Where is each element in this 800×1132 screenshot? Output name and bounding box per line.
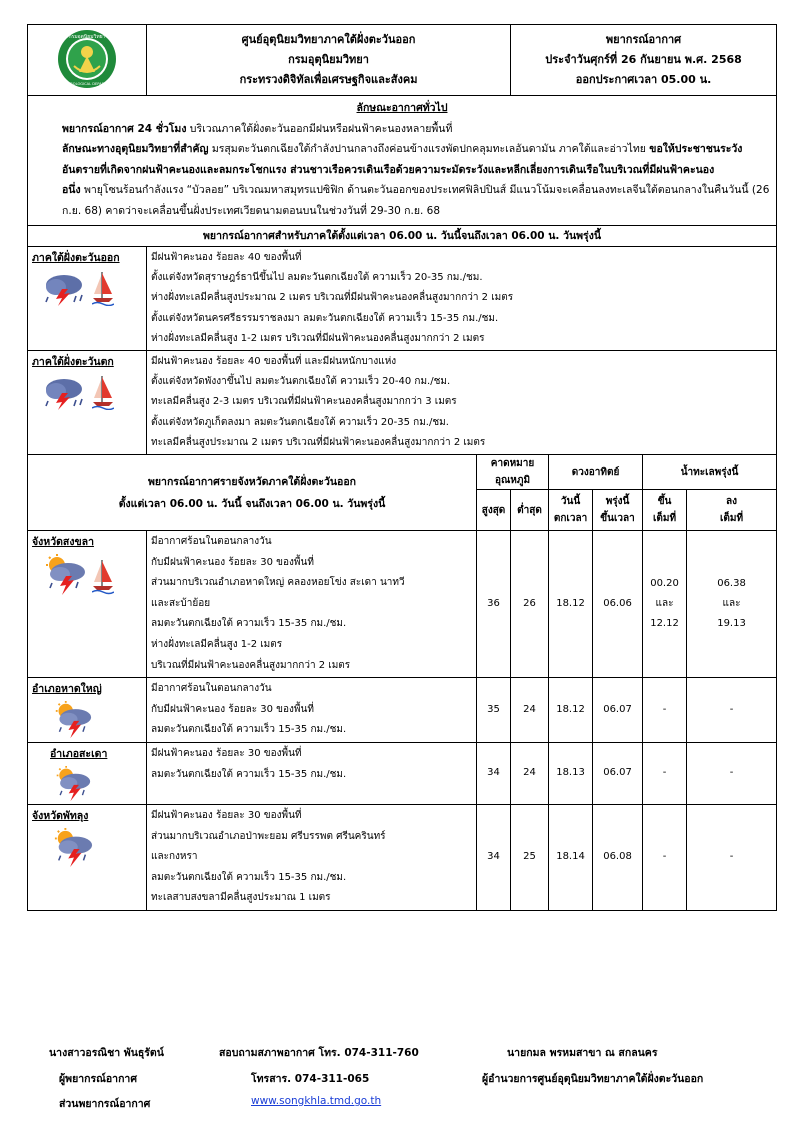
forecast-line: ลมตะวันตกเฉียงใต้ ความเร็ว 15-35 กม./ชม. [151,618,347,630]
province-icons [50,766,142,802]
province-forecast [147,531,477,678]
department-name: กรมอุตุนิยมวิทยา [288,53,369,66]
svg-text:กรมอุตุนิยมวิทยา: กรมอุตุนิยมวิทยา [68,33,106,40]
sun-group-header: ดวงอาทิตย์ [549,455,643,490]
province-name-cell [28,804,147,910]
high-tide-header [643,490,687,531]
region-forecast [147,351,777,455]
sunset-label-1: วันนี้ [560,496,581,508]
forecast-line: ส่วนมากบริเวณอำเภอหาดใหญ่ คลองหอยโข่ง สะเดา นาทวี [151,577,405,589]
forecast-line: ลมตะวันตกเฉียงใต้ ความเร็ว 15-35 กม./ชม. [151,871,347,883]
p2-text: มรสุมตะวันตกเฉียงใต้กำลังปานกลางถึงค่อนข้างแรงพัดปกคลุมทะเลอันดามัน ภาคใต้และอ่าวไทย [208,143,650,155]
footer [27,1044,776,1124]
high-tide: - [643,678,687,743]
province-icons [50,828,142,868]
forecast-document [27,24,776,911]
sunrise-time: 06.07 [593,742,643,804]
region-bar: พยากรณ์อากาศสำหรับภาคใต้ตั้งแต่เวลา 06.00 น. วันนี้จนถึงเวลา 06.00 น. วันพรุ่งนี้ [28,226,777,247]
region-name: ภาคใต้ฝั่งตะวันออก [32,252,120,264]
province-forecast [147,678,477,743]
high-tide [643,531,687,678]
low-tide-2: 19.13 [717,618,746,630]
forecast-line: มีอากาศร้อนในตอนกลางวัน [151,683,272,695]
low-tide: - [687,742,777,804]
svg-text:METEOROLOGICAL DEPARTMENT: METEOROLOGICAL DEPARTMENT [57,81,117,86]
province-name: อำเภอหาดใหญ่ [32,683,102,696]
region-name-cell [28,247,147,351]
ministry-name: กระทรวงดิจิทัลเพื่อเศรษฐกิจและสังคม [239,73,418,86]
sun-thunderstorm-icon [50,766,96,802]
max-temp: 34 [477,804,511,910]
province-name: จังหวัดพัทลุง [32,809,89,822]
p3-text: พายุโซนร้อนกำลังแรง “บัวลอย” บริเวณมหาสมุทรแปซิฟิก ด้านตะวันออกของประเทศฟิลิปปินส์ มีแนวโน้มจะเคลื่อนลงทะเลจีนใต้ตอนกลางในคืนวันนี้ (26 ก.ย. 68) คาดว่าจะเคลื่อนขึ้นฝั่งประเทศเวียดนามตอนบนในช่วงวันที่ 29-30 ก.ย. 68 [62,184,770,217]
sunset-time: 18.13 [549,742,593,804]
general-p1 [32,119,772,140]
forecast-line: มีฝนฟ้าคะนอง ร้อยละ 30 ของพื้นที่ [151,809,302,821]
province-header-row [28,455,777,490]
tmd-logo [52,28,122,90]
region-row [28,351,777,455]
thunderstorm-icon [42,272,88,306]
logo-cell [28,25,147,96]
low-tide-1: 06.38 [717,578,746,590]
forecast-line: ลมตะวันตกเฉียงใต้ ความเร็ว 15-35 กม./ชม. [151,724,347,736]
sunrise-time: 06.07 [593,678,643,743]
min-temp: 26 [511,531,549,678]
region-line: ตั้งแต่จังหวัดสุราษฎร์ธานีขึ้นไป ลมตะวันตกเฉียงใต้ ความเร็ว 20-35 กม./ชม. [151,272,483,284]
office-name: ศูนย์อุตุนิยมวิทยาภาคใต้ฝั่งตะวันออก [241,33,416,46]
forecast-line: ส่วนมากบริเวณอำเภอป่าพะยอม ศรีบรรพต ศรีนครินทร์ [151,830,386,842]
office-name-cell [147,25,511,96]
region-line: ทะเลมีคลื่นสูงประมาณ 2 เมตร บริเวณที่มีฝนฟ้าคะนองคลื่นสูงมากกว่า 2 เมตร [151,436,486,448]
province-icons [50,701,142,739]
sunrise-time: 06.06 [593,531,643,678]
province-row [28,742,777,804]
general-section [28,96,777,226]
province-name-cell [28,531,147,678]
region-line: ห่างฝั่งทะเลมีคลื่นสูงประมาณ 2 เมตร บริเวณที่มีฝนฟ้าคะนองคลื่นสูงมากกว่า 2 เมตร [151,292,514,304]
high-tide-1: 00.20 [650,578,679,590]
region-row [28,247,777,351]
high-tide-2: 12.12 [650,618,679,630]
doc-title: พยากรณ์อากาศ [605,33,682,46]
director-name: นายกมล พรหมสาขา ณ สกลนคร [507,1047,658,1059]
forecaster-title: ผู้พยากรณ์อากาศ [59,1073,137,1085]
region-forecast [147,247,777,351]
min-header: ต่ำสุด [511,490,549,531]
province-name-cell [28,678,147,743]
forecast-line: มีฝนฟ้าคะนอง ร้อยละ 30 ของพื้นที่ [151,747,302,759]
province-header-title [28,455,477,531]
forecast-division: ส่วนพยากรณ์อากาศ [59,1098,151,1110]
region-line: มีฝนฟ้าคะนอง ร้อยละ 40 ของพื้นที่ และมีฝนหนักบางแห่ง [151,356,397,368]
forecaster-name: นางสาวอรณิชา พันธุรัตน์ [49,1047,164,1059]
max-temp: 34 [477,742,511,804]
province-row [28,678,777,743]
forecast-line: และกงหรา [151,851,198,863]
sunset-header [549,490,593,531]
province-name: อำเภอสะเดา [50,747,108,760]
p2-bold2: ขอให้ประชาชนระวังอันตรายที่เกิดจากฝนฟ้าคะนองและลมกระโชกแรง ส่วนชาวเรือควรเดินเรือด้วยความระมัดระวังและหลีกเลี่ยงการเดินเรือในบริเวณที่มีฝนฟ้าคะนอง [62,143,743,176]
forecast-line: บริเวณที่มีฝนฟ้าคะนองคลื่นสูงมากกว่า 2 เมตร [151,659,351,671]
region-line: ทะเลมีคลื่นสูง 2-3 เมตร บริเวณที่มีฝนฟ้าคะนองคลื่นสูงมากกว่า 3 เมตร [151,396,457,408]
region-icons [42,374,142,410]
region-line: ห่างฝั่งทะเลมีคลื่นสูง 1-2 เมตร บริเวณที่มีฝนฟ้าคะนองคลื่นสูงมากกว่า 2 เมตร [151,332,485,344]
region-line: ตั้งแต่จังหวัดนครศรีธรรมราชลงมา ลมตะวันตกเฉียงใต้ ความเร็ว 15-35 กม./ชม. [151,312,499,324]
min-temp: 25 [511,804,549,910]
forecast-line: ทะเลสาบสงขลามีคลื่นสูงประมาณ 1 เมตร [151,892,331,904]
max-temp: 35 [477,678,511,743]
region-icons [42,270,142,306]
sunset-time: 18.14 [549,804,593,910]
province-title-1: พยากรณ์อากาศรายจังหวัดภาคใต้ฝั่งตะวันออก [147,475,356,488]
province-forecast [147,742,477,804]
sailboat-icon [92,270,114,306]
header-row [28,25,777,96]
forecast-line: ห่างฝั่งทะเลมีคลื่นสูง 1-2 เมตร [151,639,283,650]
sun-thunderstorm-icon [50,701,96,739]
forecast-line: กับมีฝนฟ้าคะนอง ร้อยละ 30 ของพื้นที่ [151,556,314,568]
thunderstorm-icon [42,376,88,410]
low-tide-and: และ [722,598,741,610]
province-name: จังหวัดสงขลา [32,536,94,549]
low-tide-label-2: เต็มที่ [719,513,744,525]
temp-group-header [477,455,549,490]
general-title: ลักษณะอากาศทั่วไป [356,102,448,114]
low-tide [687,531,777,678]
province-icons [42,554,142,596]
forecast-date: ประจำวันศุกร์ที่ 26 กันยายน พ.ศ. 2568 [545,53,742,66]
low-tide-header [687,490,777,531]
issue-time: ออกประกาศเวลา 05.00 น. [575,73,712,86]
sailboat-icon [92,556,114,596]
sunrise-header [593,490,643,531]
region-line: ตั้งแต่จังหวัดพังงาขึ้นไป ลมตะวันตกเฉียงใต้ ความเร็ว 20-40 กม./ชม. [151,376,451,388]
contact-phone: สอบถามสภาพอากาศ โทร. 074-311-760 [219,1047,419,1059]
region-line: ตั้งแต่จังหวัดภูเก็ตลงมา ลมตะวันตกเฉียงใต้ ความเร็ว 20-35 กม./ชม. [151,416,449,428]
high-tide: - [643,742,687,804]
max-temp: 36 [477,531,511,678]
sun-thunderstorm-icon [50,828,96,868]
director-title: ผู้อำนวยการศูนย์อุตุนิยมวิทยาภาคใต้ฝั่งตะวันออก [482,1073,704,1085]
sunset-label-2: ตกเวลา [553,513,588,525]
low-tide: - [687,678,777,743]
province-title-2: ตั้งแต่เวลา 06.00 น. วันนี้ จนถึงเวลา 06.00 น. วันพรุ่งนี้ [118,497,386,510]
general-p2 [32,139,772,180]
forecast-line: มีอากาศร้อนในตอนกลางวัน [151,536,272,548]
temp-group-label-1: คาดหมาย [490,458,535,470]
sun-thunderstorm-icon [42,554,88,596]
forecast-line: และสะบ้าย้อย [151,597,211,609]
sailboat-icon [92,374,114,410]
temp-group-label-2: อุณหภูมิ [494,475,531,487]
forecast-date-cell [511,25,777,96]
contact-fax: โทรสาร. 074-311-065 [251,1073,370,1085]
region-name-cell [28,351,147,455]
p1-text: บริเวณภาคใต้ฝั่งตะวันออกมีฝนหรือฝนฟ้าคะนองหลายพื้นที่ [186,122,453,135]
region-name: ภาคใต้ฝั่งตะวันตก [32,356,114,369]
p1-bold: พยากรณ์อากาศ 24 ชั่วโมง [62,122,187,135]
sunrise-label-2: ขึ้นเวลา [600,513,635,525]
region-line: มีฝนฟ้าคะนอง ร้อยละ 40 ของพื้นที่ [151,252,302,263]
high-tide-label-1: ขึ้น [657,496,672,508]
sunset-time: 18.12 [549,531,593,678]
p3-bold: อนึ่ง [62,184,81,196]
max-header: สูงสุด [477,490,511,531]
general-row [28,96,777,226]
forecast-line: กับมีฝนฟ้าคะนอง ร้อยละ 30 ของพื้นที่ [151,703,314,715]
p2-bold: ลักษณะทางอุตุนิยมวิทยาที่สำคัญ [62,143,209,155]
region-bar-row [28,226,777,247]
high-tide-and: และ [655,598,674,610]
min-temp: 24 [511,678,549,743]
province-forecast [147,804,477,910]
high-tide-label-2: เต็มที่ [652,513,677,525]
sunrise-label-1: พรุ่งนี้ [605,496,630,508]
sunrise-time: 06.08 [593,804,643,910]
forecast-table [27,24,777,911]
general-p3 [32,180,772,221]
website-link[interactable]: www.songkhla.tmd.go.th [251,1095,382,1107]
province-row [28,531,777,678]
min-temp: 24 [511,742,549,804]
province-name-cell [28,742,147,804]
forecast-line: ลมตะวันตกเฉียงใต้ ความเร็ว 15-35 กม./ชม. [151,768,347,780]
tide-group-header: น้ำทะเลพรุ่งนี้ [643,455,777,490]
low-tide-label-1: ลง [726,496,738,508]
low-tide: - [687,804,777,910]
sunset-time: 18.12 [549,678,593,743]
province-row [28,804,777,910]
high-tide: - [643,804,687,910]
